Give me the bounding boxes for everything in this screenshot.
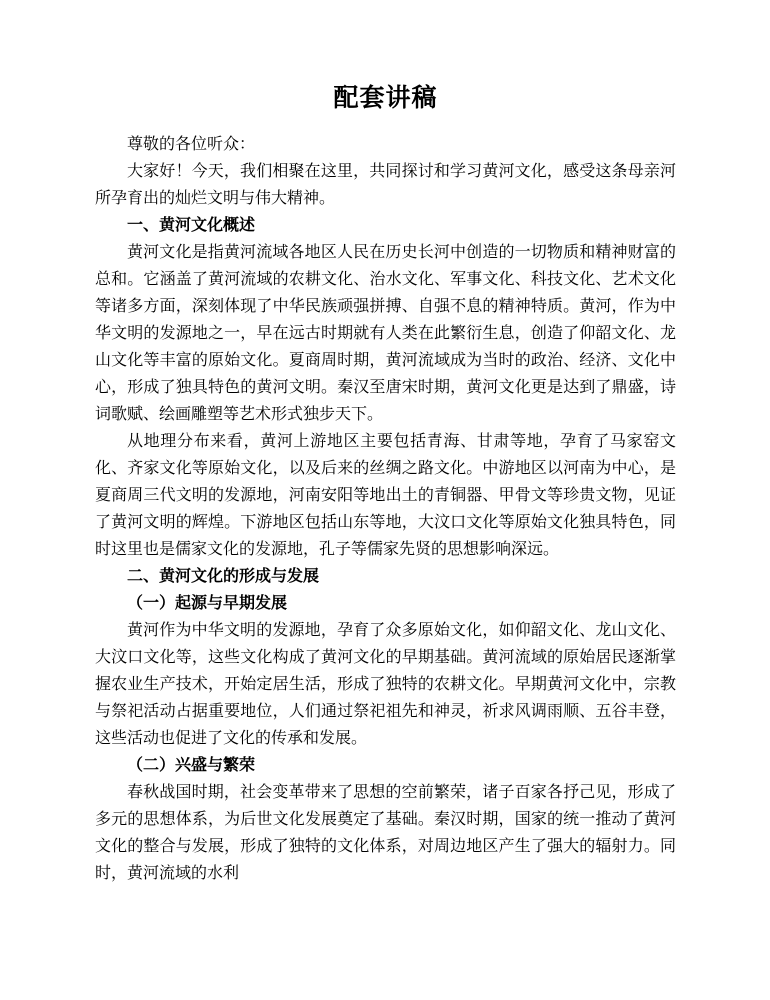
heading-subsection-2-2: （二）兴盛与繁荣 <box>127 757 256 774</box>
intro-paragraph: 大家好！今天，我们相聚在这里，共同探讨和学习黄河文化，感受这条母亲河所孕育出的灿烂文明与伟大精神。 <box>95 163 676 207</box>
document-body <box>95 131 676 887</box>
heading-section-2: 二、黄河文化的形成与发展 <box>127 568 320 585</box>
subsection-2-2-paragraph: 春秋战国时期，社会变革带来了思想的空前繁荣，诸子百家各抒己见，形成了多元的思想体系，为后世文化发展奠定了基础。秦汉时期，国家的统一推动了黄河文化的整合与发展，形成了独特的文化体系，对周边地区产生了强大的辐射力。同时，黄河流域的水利 <box>95 784 676 882</box>
document-title: 配套讲稿 <box>333 85 438 112</box>
section-1-paragraph-2: 从地理分布来看，黄河上游地区主要包括青海、甘肃等地，孕育了马家窑文化、齐家文化等原始文化，以及后来的丝绸之路文化。中游地区以河南为中心，是夏商周三代文明的发源地，河南安阳等地出土的青铜器、甲骨文等珍贵文物，见证了黄河文明的辉煌。下游地区包括山东等地，大汶口文化等原始文化独具特色，同时这里也是儒家文化的发源地，孔子等儒家先贤的思想影响深远。 <box>95 433 676 558</box>
heading-subsection-2-1: （一）起源与早期发展 <box>127 595 288 612</box>
subsection-2-1-paragraph: 黄河作为中华文明的发源地，孕育了众多原始文化，如仰韶文化、龙山文化、大汶口文化等，这些文化构成了黄河文化的早期基础。黄河流域的原始居民逐渐掌握农业生产技术，开始定居生活，形成了独特的农耕文化。早期黄河文化中，宗教与祭祀活动占据重要地位，人们通过祭祀祖先和神灵，祈求风调雨顺、五谷丰登，这些活动也促进了文化的传承和发展。 <box>95 622 676 747</box>
section-1-paragraph-1: 黄河文化是指黄河流域各地区人民在历史长河中创造的一切物质和精神财富的总和。它涵盖了黄河流域的农耕文化、治水文化、军事文化、科技文化、艺术文化等诸多方面，深刻体现了中华民族顽强拼搏、自强不息的精神特质。黄河，作为中华文明的发源地之一，早在远古时期就有人类在此繁衍生息，创造了仰韶文化、龙山文化等丰富的原始文化。夏商周时期，黄河流域成为当时的政治、经济、文化中心，形成了独具特色的黄河文明。秦汉至唐宋时期，黄河文化更是达到了鼎盛，诗词歌赋、绘画雕塑等艺术形式独步天下。 <box>95 244 676 423</box>
heading-section-1: 一、黄河文化概述 <box>127 217 256 234</box>
salutation: 尊敬的各位听众： <box>127 136 256 153</box>
